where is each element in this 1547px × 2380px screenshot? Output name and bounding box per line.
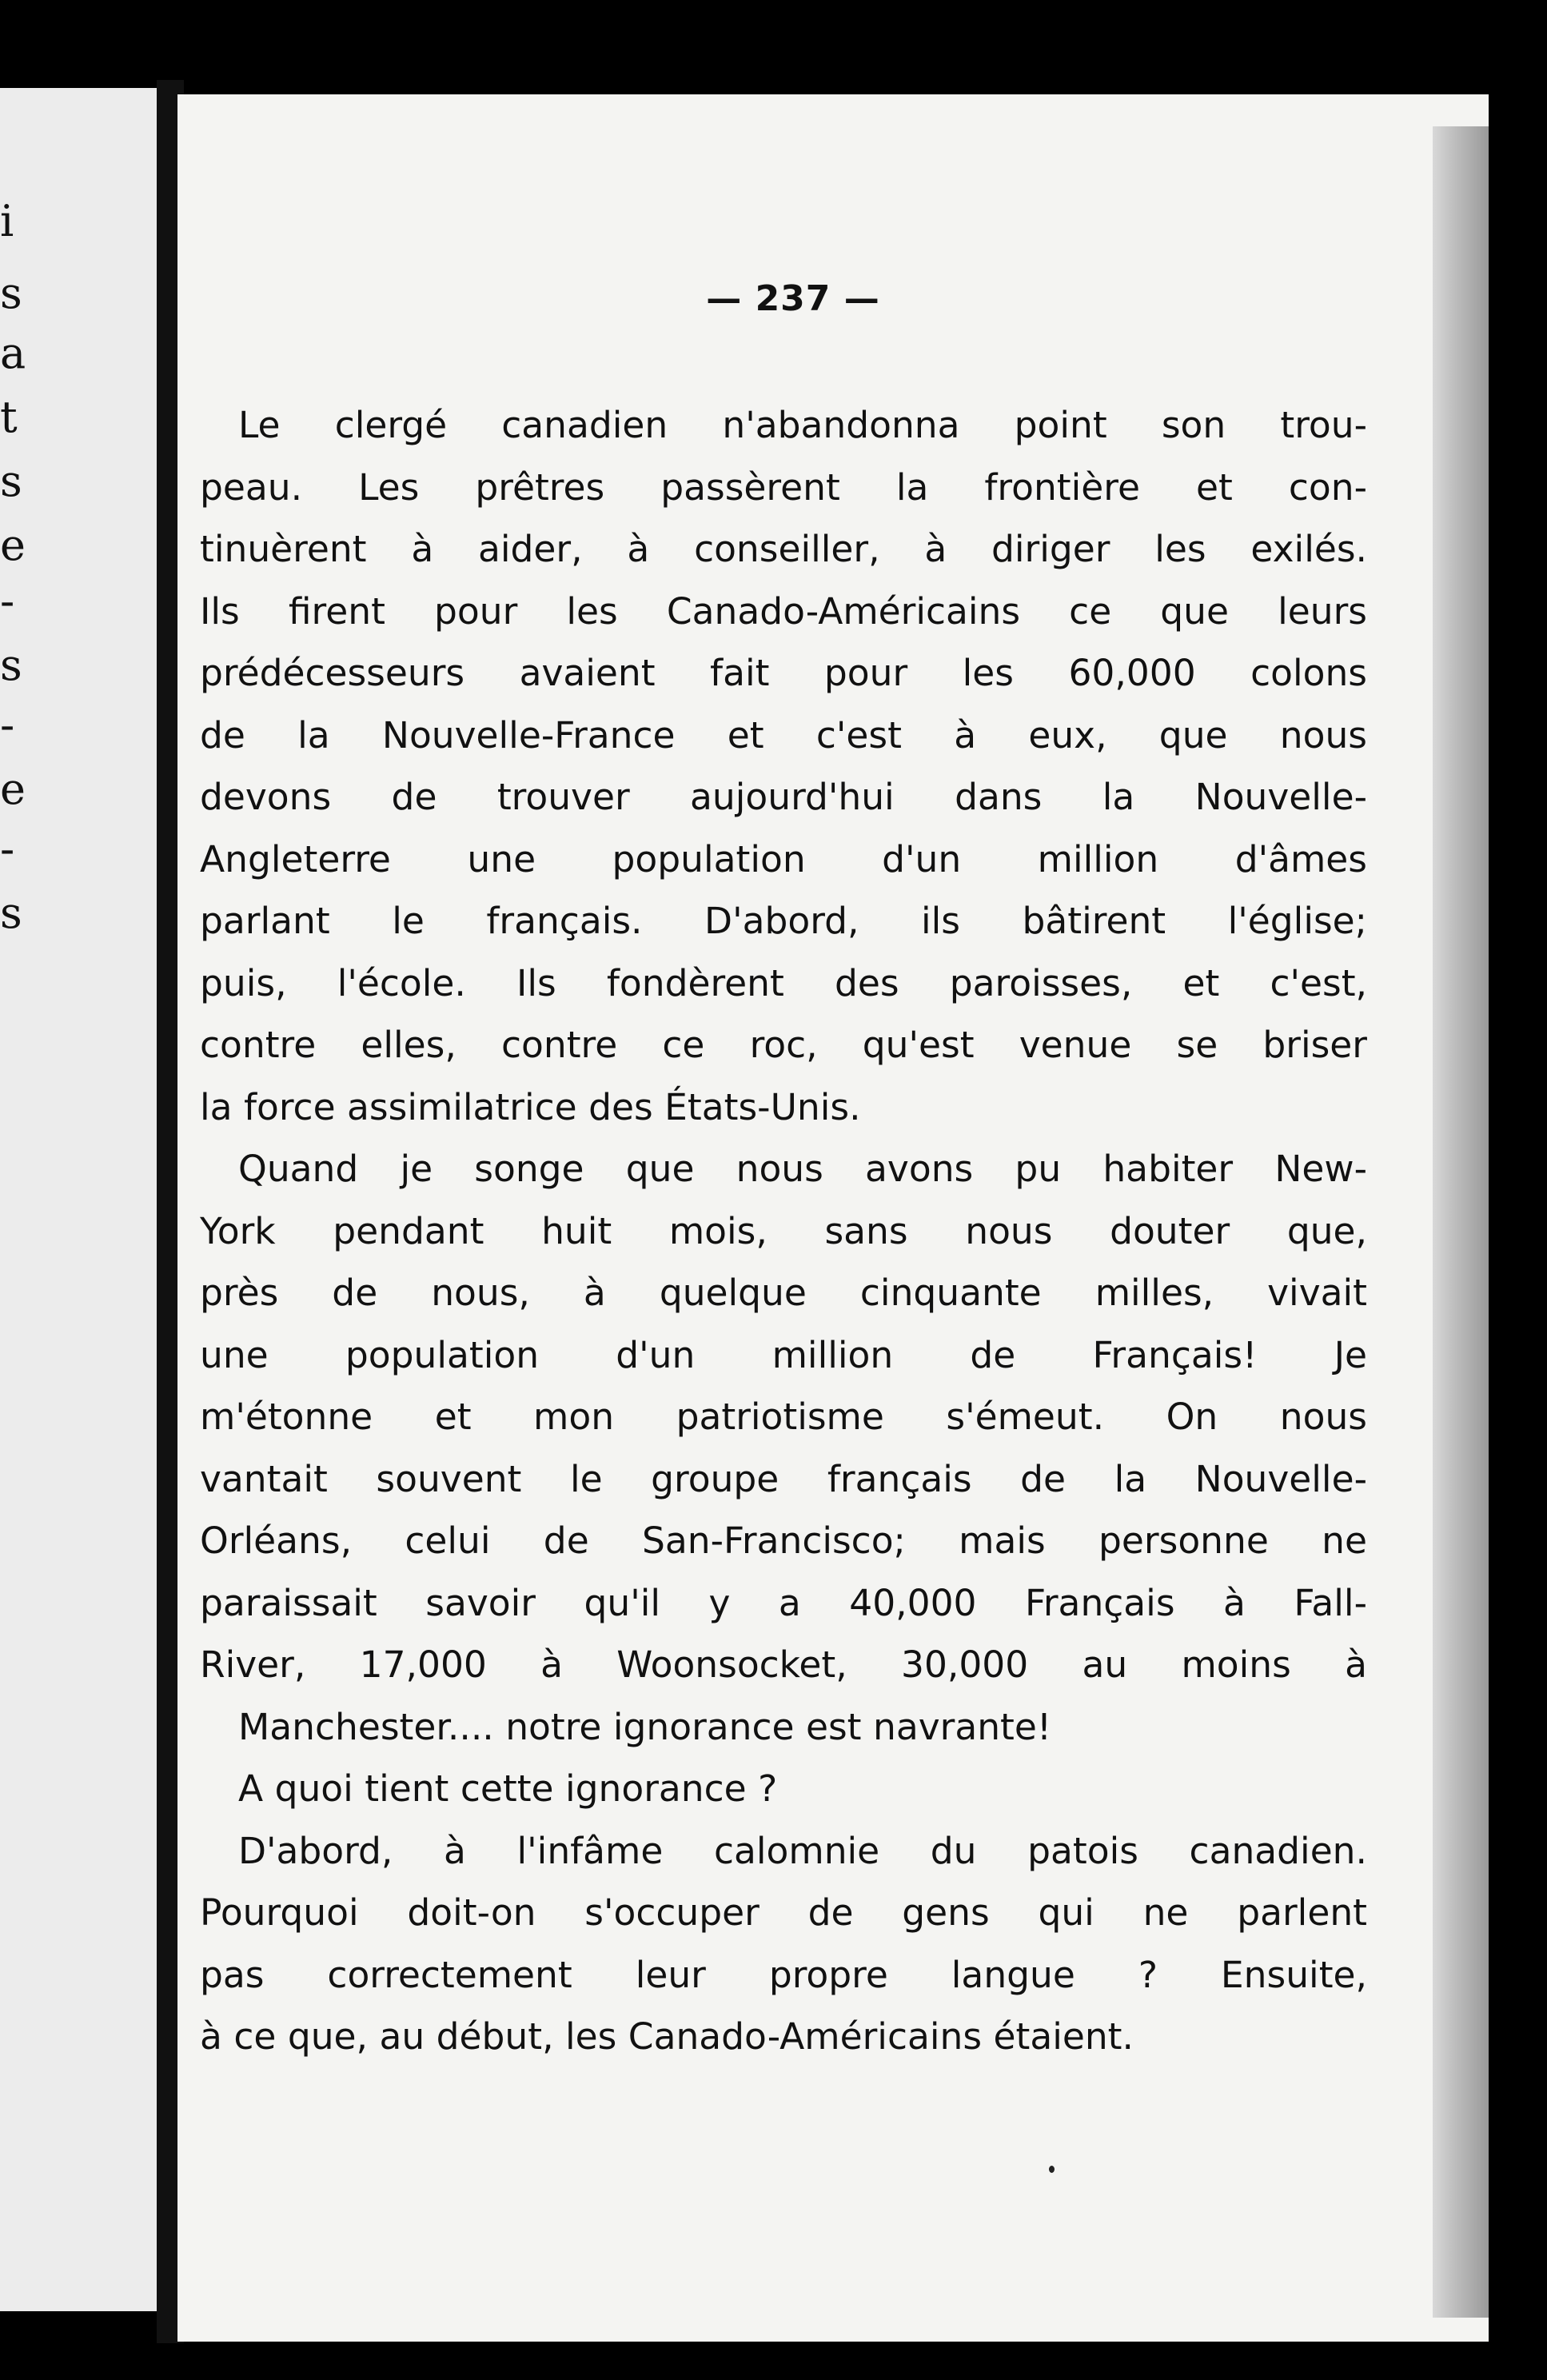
- paragraph: [200, 394, 1367, 1138]
- text-line: paraissait savoir qu'il y a 40,000 Français à Fall-: [200, 1581, 1367, 1624]
- text-line: parlant le français. D'abord, ils bâtirent l'église;: [200, 900, 1367, 942]
- page-edge-shadow: [1433, 126, 1489, 2318]
- text-line: A quoi tient cette ignorance ?: [238, 1767, 778, 1810]
- left-page-fragment: -: [0, 824, 15, 874]
- page-body: [200, 394, 1367, 2068]
- left-page-fragment: i: [0, 196, 14, 246]
- text-line: River, 17,000 à Woonsocket, 30,000 au moins à: [200, 1643, 1367, 1686]
- left-page-fragment: e: [0, 764, 26, 814]
- text-line: Orléans, celui de San-Francisco; mais personne ne: [200, 1519, 1367, 1562]
- text-line: m'étonne et mon patriotisme s'émeut. On nous: [200, 1396, 1367, 1438]
- left-page-fragment: -: [0, 700, 15, 750]
- left-page-fragment: s: [0, 268, 22, 318]
- ink-speck: [1049, 2166, 1055, 2173]
- text-line: D'abord, à l'infâme calomnie du patois canadien.: [238, 1829, 1367, 1872]
- left-page-fragment: a: [0, 328, 26, 378]
- text-line: de la Nouvelle-France et c'est à eux, que nous: [200, 713, 1367, 757]
- book-page: [177, 94, 1489, 2342]
- text-line: à ce que, au début, les Canado-Américains étaient.: [200, 2015, 1134, 2058]
- left-page-fragment: -: [0, 576, 15, 626]
- text-line: près de nous, à quelque cinquante milles, vivait: [200, 1272, 1367, 1314]
- text-line: prédécesseurs avaient fait pour les 60,000 colons: [200, 652, 1367, 694]
- left-page-fragment: t: [0, 392, 18, 442]
- previous-page-edge: [0, 88, 160, 2311]
- text-line: contre elles, contre ce roc, qu'est venue se briser: [200, 1024, 1367, 1066]
- text-line: Pourquoi doit-on s'occuper de gens qui ne parlent: [200, 1891, 1367, 1934]
- text-line: peau. Les prêtres passèrent la frontière et con-: [200, 465, 1367, 509]
- left-page-fragment: s: [0, 456, 22, 506]
- paragraph: [200, 1138, 1367, 1758]
- paragraph: [200, 1758, 1367, 1820]
- page-number: — 237 —: [706, 278, 880, 319]
- text-line: puis, l'école. Ils fondèrent des paroisses, et c'est,: [200, 961, 1367, 1004]
- text-line: devons de trouver aujourd'hui dans la Nouvelle-: [200, 776, 1367, 818]
- text-line: une population d'un million de Français! Je: [200, 1333, 1367, 1376]
- text-line: Manchester.... notre ignorance est navrante!: [238, 1705, 1052, 1748]
- text-line: Angleterre une population d'un million d'âmes: [200, 837, 1367, 881]
- left-page-fragment: s: [0, 640, 22, 690]
- text-line: tinuèrent à aider, à conseiller, à diriger les exilés.: [200, 528, 1367, 570]
- left-page-fragment: e: [0, 520, 26, 570]
- text-line: Ils firent pour les Canado-Américains ce que leurs: [200, 589, 1367, 633]
- text-line: la force assimilatrice des États-Unis.: [200, 1085, 861, 1128]
- left-page-fragment: s: [0, 888, 22, 938]
- text-line: York pendant huit mois, sans nous douter que,: [200, 1209, 1367, 1252]
- text-line: Quand je songe que nous avons pu habiter New-: [238, 1148, 1367, 1190]
- text-line: Le clergé canadien n'abandonna point son trou-: [238, 404, 1367, 446]
- text-line: pas correctement leur propre langue ? Ensuite,: [200, 1953, 1367, 1996]
- text-line: vantait souvent le groupe français de la Nouvelle-: [200, 1457, 1367, 1500]
- paragraph: [200, 1820, 1367, 2068]
